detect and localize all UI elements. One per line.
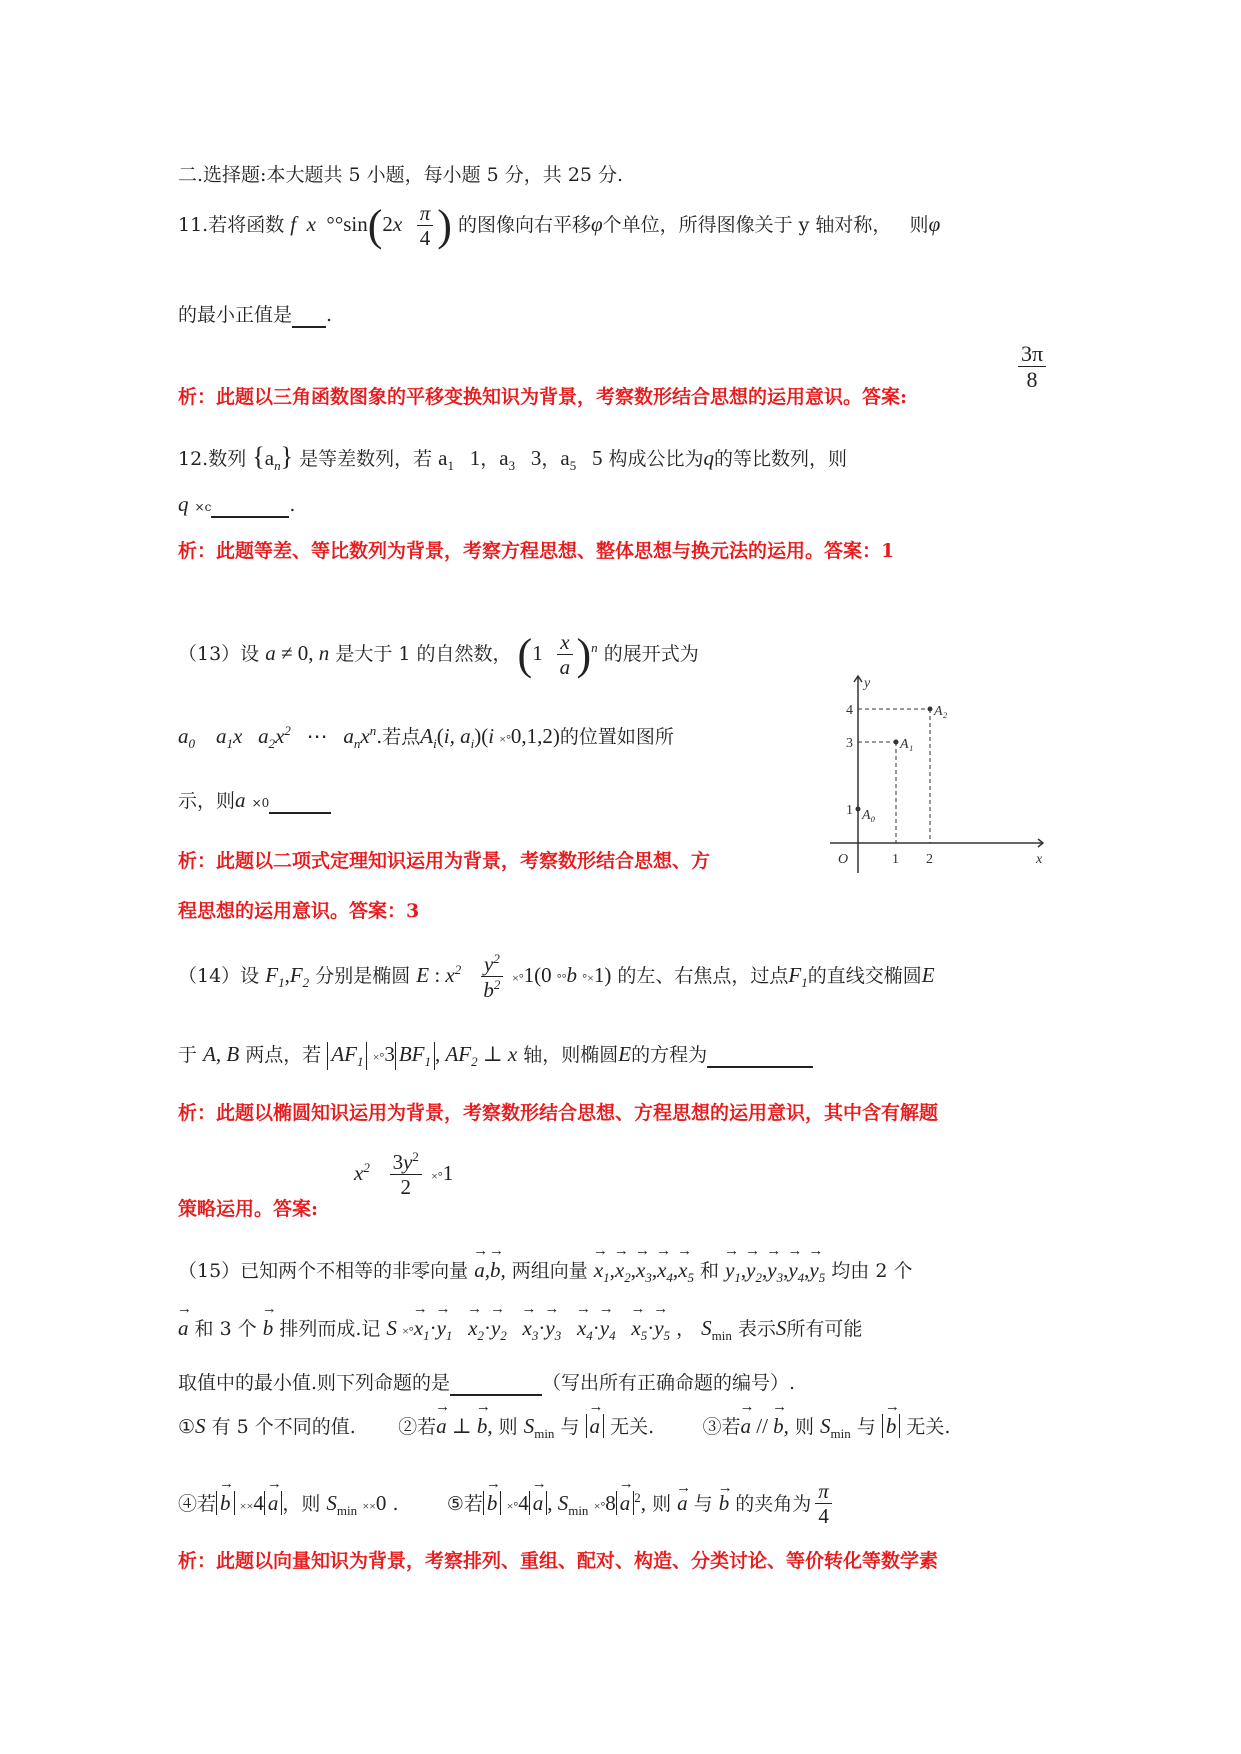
answer-blank[interactable] [292,304,326,328]
question-13-line2: $a_0$ $a_1x$ $a_2x^2$ ⋯ $a_nx^n$.若点$A_i(i$, $a_i)(i \times^\circ 0,1,2)$的位置如图所 [178,723,674,752]
q12-analysis: 析：此题等差、等比数列为背景，考察方程思想、整体思想与换元法的运用。答案：1 [178,540,895,562]
q13-analysis-1: 析：此题以二项式定理知识运用为背景，考察数形结合思想、方 [178,850,711,872]
question-15-options-2 [178,1474,836,1535]
q11-analysis: 析：此题以三角函数图象的平移变换知识为背景，考察数形结合思想的运用意识。答案: [178,386,908,408]
q14-analysis-2: 策略运用。答案: [178,1198,319,1220]
question-14: （14）设 $F_1,F_2$ 分别是椭圆 E : $x^2$ $\frac{y^2}{b^2}$ ×°1(0 °°b °×1) 的左、右焦点，过点$F_1$的直线交椭圆E [178,950,935,1002]
option-4: ④若→ b ××4→ a ，则 $S_{min} \times\times 0$ . [178,1493,399,1515]
x-axis-label: x [1036,852,1043,867]
label-a2: A₂ [934,704,948,719]
tick-x-2: 2 [926,852,933,867]
answer-blank[interactable] [269,790,331,814]
question-13: （13）设 a ≠ 0, n 是大于 1 的自然数， (1 $\frac{x}{a}$ )$^n$ 的展开式为 [178,629,699,680]
tick-y-3: 3 [846,736,853,751]
question-11-line2: 的最小正值是 . [178,304,333,326]
question-14-line2: 于 A, B 两点，若 $AF_1 \times^\circ 3$ $BF_1$ , $AF_2$ ⊥ x 轴，则椭圆E的方程为 [178,1040,813,1070]
point-a1 [894,740,899,745]
y-axis-label: y [864,676,871,691]
point-a0 [856,807,861,812]
q14-answer: $x^2$ $\frac{3y^2}{2}$ ×°1 [354,1149,454,1200]
point-a2 [928,707,933,712]
q15-analysis: 析：此题以向量知识为背景，考察排列、重组、配对、构造、分类讨论、等价转化等数学素 [178,1550,939,1572]
answer-blank[interactable] [450,1372,542,1396]
option-1: ①S 有 5 个不同的值. [178,1414,356,1438]
label-a1: A₁ [900,737,914,752]
q14-analysis-1: 析：此题以椭圆知识运用为背景，考察数形结合思想、方程思想的运用意识，其中含有解题 [178,1102,939,1124]
question-15-options-1 [178,1412,950,1442]
question-12: 12.数列 $\{a_n\}$ 是等差数列，若 $a_1$ 1，$a_3$ 3，$a_5$ 5 构成公比为q的等比数列，则 [178,442,848,474]
q11-answer: $\frac{3\pi}{8}$ [1014,342,1050,394]
answer-blank[interactable] [707,1044,813,1068]
question-13-line3: 示，则a ×0 [178,786,331,814]
section-header: 二.选择题:本大题共 5 小题，每小题 5 分，共 25 分. [178,164,624,186]
tick-x-1: 1 [892,852,899,867]
option-3: ③若→ a // → b, 则 $S_{min}$ 与 → b 无关. [702,1416,950,1438]
answer-blank[interactable] [211,494,289,518]
question-12-line2: q ×c . [178,492,296,516]
question-11: 11.若将函数 f x °°sin(2x $\frac{\pi}{4}$ ) 的图像向右平移φ个单位，所得图像关于 y 轴对称， 则φ [178,200,941,251]
origin-label: O [838,852,849,867]
coordinate-figure [810,673,1050,883]
q13-analysis-2: 程思想的运用意识。答案：3 [178,900,420,922]
question-15-line3: 取值中的最小值.则下列命题的是 （写出所有正确命题的编号）. [178,1372,796,1394]
option-5: ⑤若→ b ×°4→ a , $S_{min} \times^\circ 8\to a$ $^2$, 则 → a 与 → b 的夹角为 $\frac{\pi}{4}$ [447,1493,836,1515]
option-2: ②若→ a ⊥ → b, 则 $S_{min}$ 与 → a 无关. [398,1416,654,1438]
tick-y-4: 4 [846,703,853,718]
question-15: （15）已知两个不相等的非零向量 → a,→ b, 两组向量 → $x_1,\to x_2,\to x_3,\to x_4,\to x_5$ 和 → $y_1,\to y_2,\to y_3,\to y_4,\to y_5$ 均由 2 个 [178,1256,912,1286]
question-15-line2: → a 和 3 个 → b 排列而成.记 S ×°→ $x_1\cdot\to y_1 \to x_2\cdot\to y_2 \to x_3\cdot\to y_3 \to x_4\cdot\to y_4 \to x_5\cdot\to y_5$ ， $S_{min}$ 表示S所有可能 [178,1314,862,1344]
tick-y-1: 1 [846,803,853,818]
q11-function: f x °°sin(2x $\frac{\pi}{4}$ ) [290,200,452,251]
label-a0: A₀ [862,808,876,823]
